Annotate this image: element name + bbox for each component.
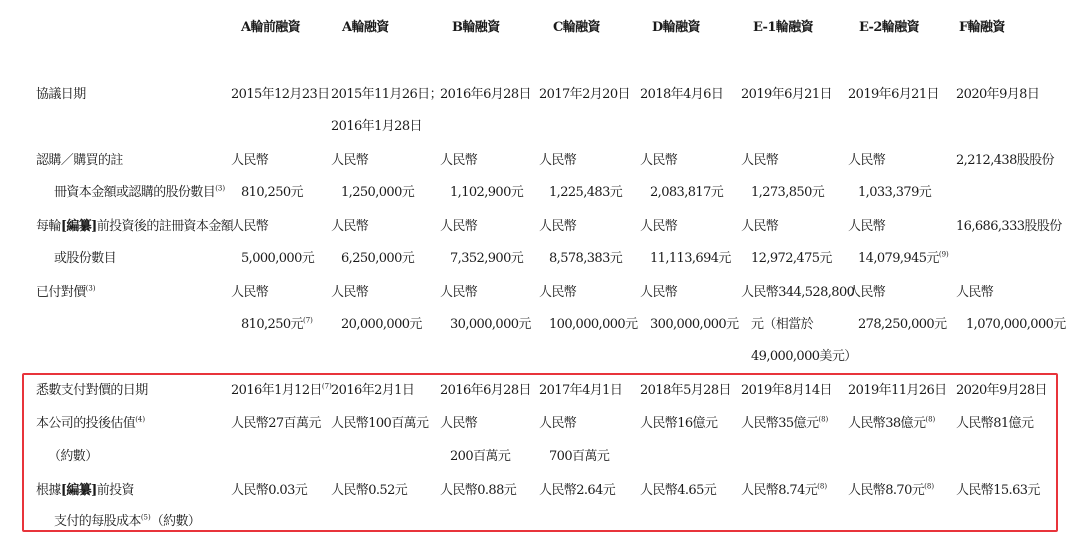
cell-a: 2016年2月1日 xyxy=(331,383,415,398)
cell-b: 2016年6月28日 xyxy=(440,383,531,398)
cell-e1-line3: 49,000,000美元） xyxy=(751,349,857,364)
row-label-line2: （約數） xyxy=(48,449,98,464)
row-label: 每輪[編纂]前投資後的註冊資本金額 xyxy=(36,219,234,234)
cell-e1-currency: 人民幣 xyxy=(741,153,779,168)
header-c: C輪融資 xyxy=(553,20,600,35)
cell-c: 人民幣 xyxy=(539,416,577,431)
header-e1: E-1輪融資 xyxy=(753,20,813,35)
cell-b-currency: 人民幣 xyxy=(440,285,478,300)
cell-a-currency: 人民幣 xyxy=(331,153,369,168)
cell-a-pre: 人民幣0.03元 xyxy=(231,483,308,498)
cell-a-pre: 810,250元 xyxy=(241,185,303,200)
cell-e1: 2019年8月14日 xyxy=(741,383,832,398)
row-label: 根據[編纂]前投資 xyxy=(36,483,134,498)
cell-a-pre: 2016年1月12日$^{(7)}$ xyxy=(231,382,332,398)
cell-c: 人民幣2.64元 xyxy=(539,483,616,498)
cell-e2-currency: 人民幣 xyxy=(848,219,886,234)
cell-a-pre: 810,250元$^{(7)}$ xyxy=(241,316,313,332)
cell-c-line2: 700百萬元 xyxy=(549,449,610,464)
cell-a: 2015年11月26日； xyxy=(331,87,442,102)
cell-e2: 人民幣8.70元$^{(8)}$ xyxy=(848,482,935,498)
cell-f: 16,686,333股股份 xyxy=(956,219,1062,234)
cell-c-currency: 人民幣 xyxy=(539,285,577,300)
cell-c: 8,578,383元 xyxy=(549,251,623,266)
cell-a: 20,000,000元 xyxy=(341,317,422,332)
cell-b: 人民幣0.88元 xyxy=(440,483,517,498)
cell-a-pre-currency: 人民幣 xyxy=(231,219,269,234)
cell-e2-currency: 人民幣 xyxy=(848,285,886,300)
cell-b: 1,102,900元 xyxy=(450,185,524,200)
cell-c: 2017年4月1日 xyxy=(539,383,623,398)
cell-a-pre-currency: 人民幣 xyxy=(231,153,269,168)
cell-e2: 278,250,000元 xyxy=(858,317,947,332)
cell-f: 2020年9月28日 xyxy=(956,383,1047,398)
cell-a: 人民幣0.52元 xyxy=(331,483,408,498)
row-label-line2: 或股份數目 xyxy=(54,251,117,266)
cell-d: 2018年4月6日 xyxy=(640,87,724,102)
cell-f: 1,070,000,000元 xyxy=(966,317,1066,332)
cell-d: 人民幣4.65元 xyxy=(640,483,717,498)
cell-d: 人民幣16億元 xyxy=(640,416,718,431)
cell-e1: 12,972,475元 xyxy=(751,251,832,266)
cell-a: 人民幣100百萬元 xyxy=(331,416,429,431)
row-label: 悉數支付對價的日期 xyxy=(36,383,148,398)
cell-b: 人民幣 xyxy=(440,416,478,431)
cell-c-currency: 人民幣 xyxy=(539,153,577,168)
row-label: 本公司的投後估值$^{(4)}$ xyxy=(36,415,146,431)
header-a-pre: A輪前融資 xyxy=(241,20,301,35)
cell-a: 1,250,000元 xyxy=(341,185,415,200)
row-label-line2: 冊資本金額或認購的股份數目$^{(3)}$ xyxy=(54,184,226,200)
cell-d: 11,113,694元 xyxy=(650,251,731,266)
cell-f: 人民幣15.63元 xyxy=(956,483,1040,498)
cell-d-currency: 人民幣 xyxy=(640,153,678,168)
cell-a-line2: 2016年1月28日 xyxy=(331,119,422,134)
row-label: 已付對價$^{(3)}$ xyxy=(36,284,96,300)
header-d: D輪融資 xyxy=(652,20,700,35)
cell-e2: 1,033,379元 xyxy=(858,185,932,200)
cell-f: 人民幣81億元 xyxy=(956,416,1034,431)
cell-c: 2017年2月20日 xyxy=(539,87,630,102)
cell-a-pre: 2015年12月23日 xyxy=(231,87,330,102)
cell-c: 1,225,483元 xyxy=(549,185,623,200)
cell-c-currency: 人民幣 xyxy=(539,219,577,234)
cell-e1: 2019年6月21日 xyxy=(741,87,832,102)
cell-e2-currency: 人民幣 xyxy=(848,153,886,168)
cell-a-pre: 人民幣27百萬元 xyxy=(231,416,321,431)
header-e2: E-2輪融資 xyxy=(859,20,919,35)
cell-d-currency: 人民幣 xyxy=(640,285,678,300)
cell-e2: 人民幣38億元$^{(8)}$ xyxy=(848,415,936,431)
cell-b-currency: 人民幣 xyxy=(440,219,478,234)
cell-d: 2,083,817元 xyxy=(650,185,724,200)
cell-f: 2,212,438股股份 xyxy=(956,153,1054,168)
cell-f-currency: 人民幣 xyxy=(956,285,994,300)
cell-a-currency: 人民幣 xyxy=(331,285,369,300)
row-label: 協議日期 xyxy=(36,87,86,102)
cell-a-pre-currency: 人民幣 xyxy=(231,285,269,300)
cell-e2: 2019年11月26日 xyxy=(848,383,947,398)
row-label-line2: 支付的每股成本$^{(5)}$（約數） xyxy=(54,513,201,529)
cell-e1: 1,273,850元 xyxy=(751,185,825,200)
cell-b-line2: 200百萬元 xyxy=(450,449,511,464)
cell-e1: 人民幣8.74元$^{(8)}$ xyxy=(741,482,828,498)
cell-e2: 14,079,945元$^{(9)}$ xyxy=(858,250,949,266)
cell-f: 2020年9月8日 xyxy=(956,87,1040,102)
header-a: A輪融資 xyxy=(342,20,389,35)
cell-d: 2018年5月28日 xyxy=(640,383,731,398)
cell-e1-line1: 人民幣344,528,800 xyxy=(741,285,855,300)
cell-d: 300,000,000元 xyxy=(650,317,739,332)
cell-e1: 人民幣35億元$^{(8)}$ xyxy=(741,415,829,431)
cell-c: 100,000,000元 xyxy=(549,317,638,332)
cell-d-currency: 人民幣 xyxy=(640,219,678,234)
cell-b: 7,352,900元 xyxy=(450,251,524,266)
cell-a-pre: 5,000,000元 xyxy=(241,251,315,266)
cell-a: 6,250,000元 xyxy=(341,251,415,266)
cell-e2: 2019年6月21日 xyxy=(848,87,939,102)
cell-e1-line2: 元（相當於 xyxy=(751,317,814,332)
header-b: B輪融資 xyxy=(452,20,500,35)
cell-a-currency: 人民幣 xyxy=(331,219,369,234)
cell-e1-currency: 人民幣 xyxy=(741,219,779,234)
cell-b: 2016年6月28日 xyxy=(440,87,531,102)
header-f: F輪融資 xyxy=(959,20,1005,35)
cell-b: 30,000,000元 xyxy=(450,317,531,332)
row-label: 認購／購買的註 xyxy=(36,153,123,168)
cell-b-currency: 人民幣 xyxy=(440,153,478,168)
